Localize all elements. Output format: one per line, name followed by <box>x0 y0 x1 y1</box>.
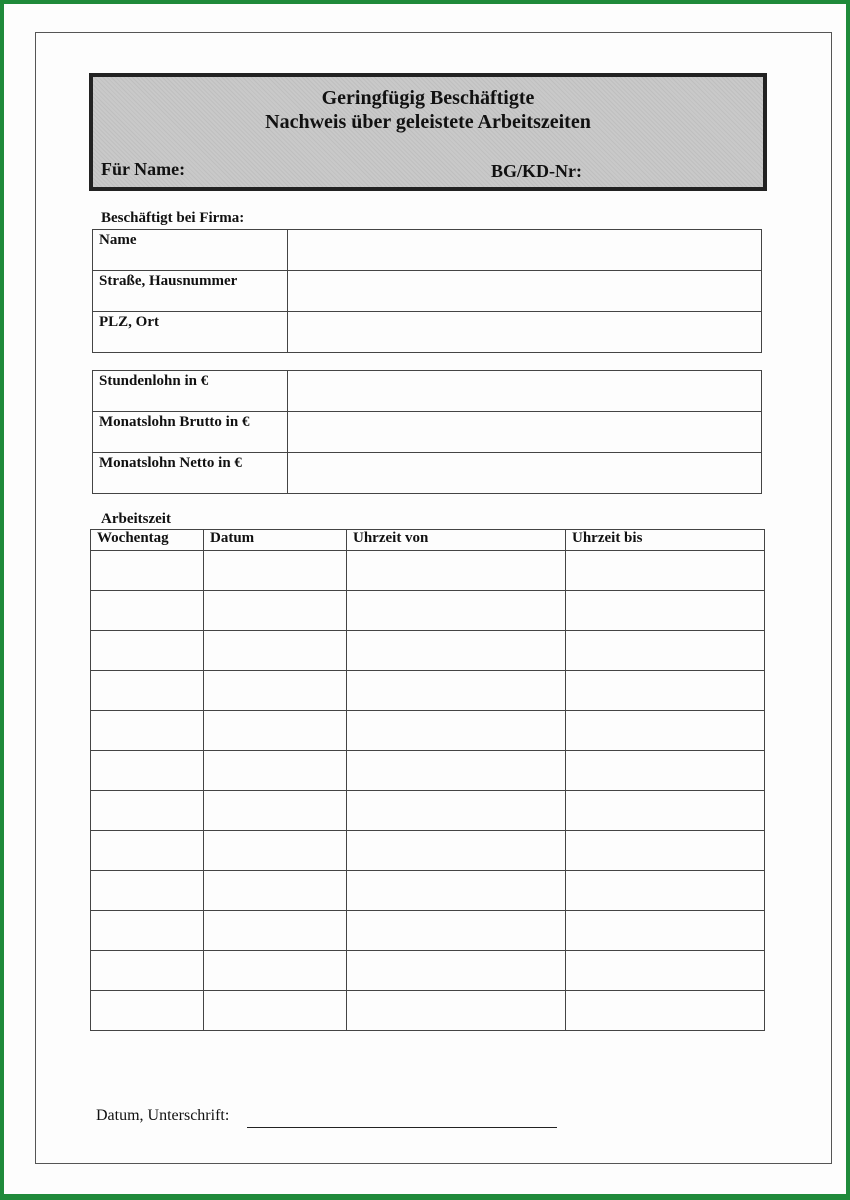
bgkd-number-label: BG/KD-Nr: <box>491 161 582 181</box>
time-from-cell[interactable] <box>347 591 566 631</box>
time-from-cell[interactable] <box>347 631 566 671</box>
wage-row <box>93 453 762 494</box>
weekday-cell[interactable] <box>91 551 204 591</box>
weekday-cell[interactable] <box>91 711 204 751</box>
worktime-row <box>91 551 765 591</box>
signature-label: Datum, Unterschrift: <box>96 1107 230 1124</box>
date-cell[interactable] <box>204 791 347 831</box>
time-from-cell[interactable] <box>347 751 566 791</box>
weekday-cell[interactable] <box>91 591 204 631</box>
weekday-cell[interactable] <box>91 991 204 1031</box>
wage-row <box>93 371 762 412</box>
hourly-wage-label: Stundenlohn in € <box>93 371 288 412</box>
signature-line[interactable] <box>247 1127 557 1128</box>
time-from-cell[interactable] <box>347 711 566 751</box>
time-from-cell[interactable] <box>347 671 566 711</box>
worktime-row <box>91 631 765 671</box>
time-to-cell[interactable] <box>566 991 765 1031</box>
employer-table <box>92 229 762 353</box>
employer-row <box>93 230 762 271</box>
hourly-wage-field[interactable] <box>288 371 762 412</box>
employer-street-field[interactable] <box>288 271 762 312</box>
time-to-cell[interactable] <box>566 911 765 951</box>
weekday-cell[interactable] <box>91 631 204 671</box>
time-from-cell[interactable] <box>347 791 566 831</box>
worktime-header-row <box>91 530 765 551</box>
employer-city-label: PLZ, Ort <box>93 312 288 353</box>
worktime-row <box>91 991 765 1031</box>
time-to-cell[interactable] <box>566 671 765 711</box>
date-cell[interactable] <box>204 711 347 751</box>
worktime-row <box>91 871 765 911</box>
date-cell[interactable] <box>204 631 347 671</box>
date-cell[interactable] <box>204 671 347 711</box>
date-cell[interactable] <box>204 991 347 1031</box>
column-header-time-to: Uhrzeit bis <box>566 530 765 551</box>
time-to-cell[interactable] <box>566 551 765 591</box>
employer-name-field[interactable] <box>288 230 762 271</box>
worktime-body <box>91 551 765 1031</box>
employer-city-field[interactable] <box>288 312 762 353</box>
time-from-cell[interactable] <box>347 911 566 951</box>
time-to-cell[interactable] <box>566 631 765 671</box>
time-from-cell[interactable] <box>347 951 566 991</box>
worktime-row <box>91 591 765 631</box>
weekday-cell[interactable] <box>91 751 204 791</box>
time-to-cell[interactable] <box>566 591 765 631</box>
time-from-cell[interactable] <box>347 991 566 1031</box>
worktime-row <box>91 791 765 831</box>
worktime-row <box>91 751 765 791</box>
time-from-cell[interactable] <box>347 831 566 871</box>
weekday-cell[interactable] <box>91 671 204 711</box>
worktime-row <box>91 831 765 871</box>
gross-wage-label: Monatslohn Brutto in € <box>93 412 288 453</box>
worktime-section-label: Arbeitszeit <box>101 511 171 527</box>
time-to-cell[interactable] <box>566 751 765 791</box>
net-wage-label: Monatslohn Netto in € <box>93 453 288 494</box>
time-to-cell[interactable] <box>566 711 765 751</box>
date-cell[interactable] <box>204 831 347 871</box>
form-subtitle: Nachweis über geleistete Arbeitszeiten <box>265 111 591 133</box>
weekday-cell[interactable] <box>91 951 204 991</box>
time-to-cell[interactable] <box>566 871 765 911</box>
name-label: Für Name: <box>101 159 186 179</box>
gross-wage-field[interactable] <box>288 412 762 453</box>
form-header <box>89 73 767 191</box>
date-cell[interactable] <box>204 871 347 911</box>
time-from-cell[interactable] <box>347 551 566 591</box>
employer-street-label: Straße, Hausnummer <box>93 271 288 312</box>
time-to-cell[interactable] <box>566 791 765 831</box>
column-header-weekday: Wochentag <box>91 530 204 551</box>
worktime-row <box>91 911 765 951</box>
column-header-date: Datum <box>204 530 347 551</box>
time-from-cell[interactable] <box>347 871 566 911</box>
weekday-cell[interactable] <box>91 791 204 831</box>
net-wage-field[interactable] <box>288 453 762 494</box>
employer-row <box>93 312 762 353</box>
weekday-cell[interactable] <box>91 871 204 911</box>
worktime-table <box>90 529 765 1031</box>
date-cell[interactable] <box>204 591 347 631</box>
date-cell[interactable] <box>204 751 347 791</box>
date-cell[interactable] <box>204 551 347 591</box>
worktime-row <box>91 711 765 751</box>
form-title: Geringfügig Beschäftigte <box>321 87 535 109</box>
wage-table <box>92 370 762 494</box>
time-to-cell[interactable] <box>566 951 765 991</box>
date-cell[interactable] <box>204 951 347 991</box>
employer-name-label: Name <box>93 230 288 271</box>
time-to-cell[interactable] <box>566 831 765 871</box>
employer-section-label: Beschäftigt bei Firma: <box>101 210 245 226</box>
date-cell[interactable] <box>204 911 347 951</box>
weekday-cell[interactable] <box>91 911 204 951</box>
worktime-row <box>91 951 765 991</box>
employer-row <box>93 271 762 312</box>
wage-row <box>93 412 762 453</box>
column-header-time-from: Uhrzeit von <box>347 530 566 551</box>
weekday-cell[interactable] <box>91 831 204 871</box>
worktime-row <box>91 671 765 711</box>
